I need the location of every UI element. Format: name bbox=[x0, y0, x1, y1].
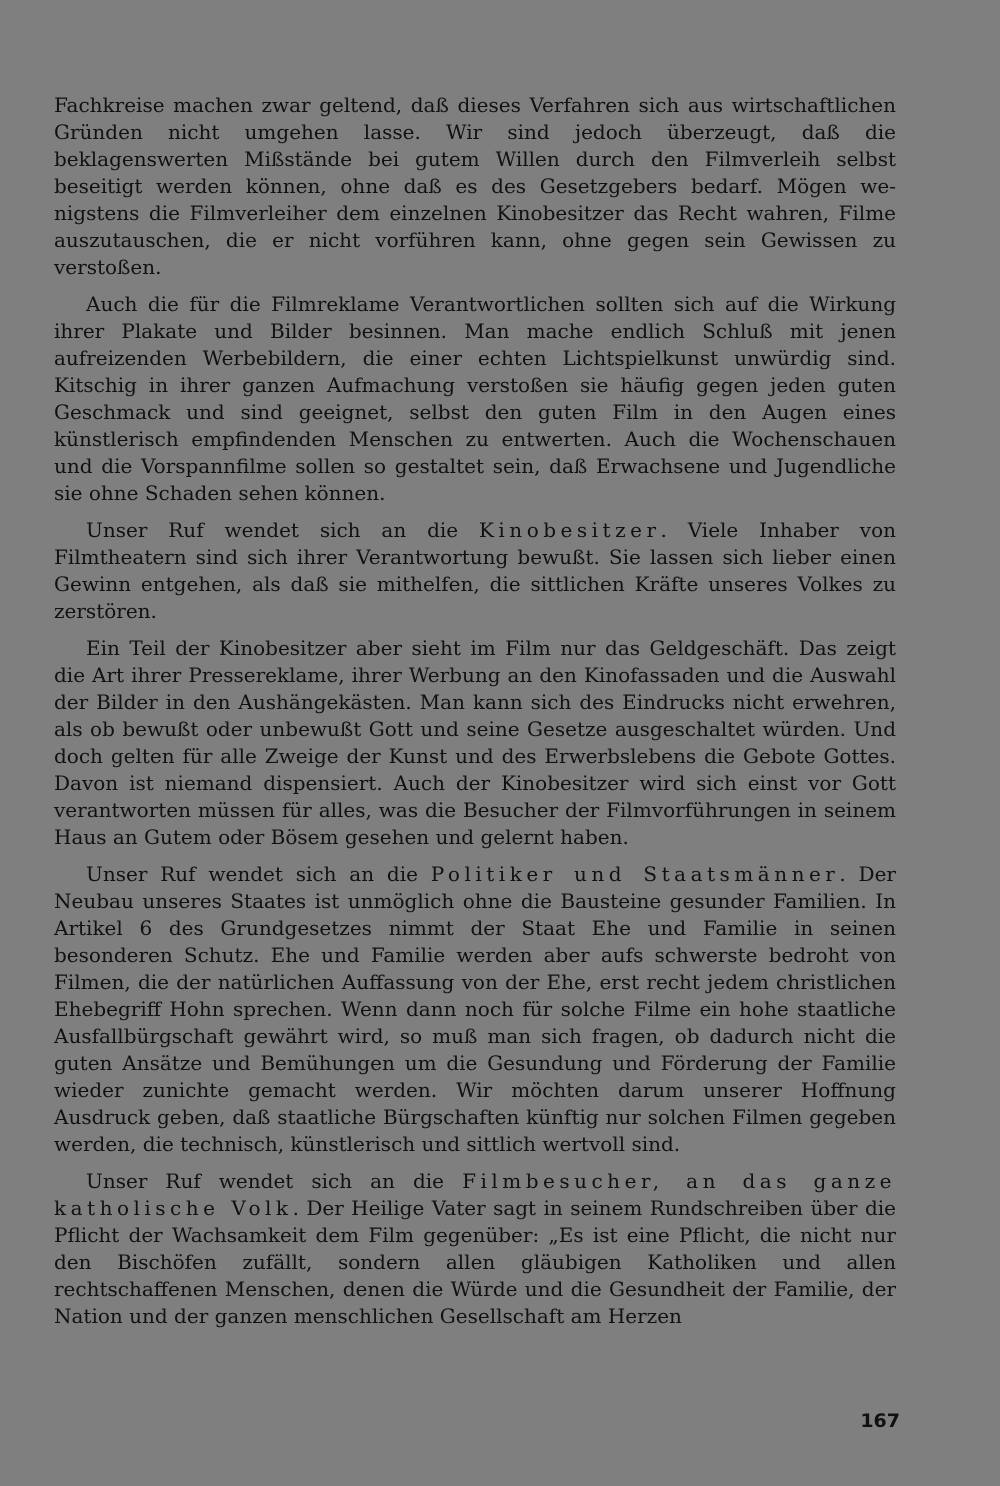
paragraph-4 bbox=[54, 635, 896, 851]
paragraph-1 bbox=[54, 92, 896, 281]
paragraph-text: Fachkreise machen zwar geltend, daß dieses Verfahren sich aus wirtschaftlichen Gründen nicht umgehen lasse. Wir sind jedoch überzeugt, daß die beklagenswerten Mißstände bei gutem Willen durch den Filmverleih selbst beseitigt werden können, ohne daß es des Gesetzgebers bedarf. Mögen wenigstens die Filmverleiher dem einzelnen Kinobesitzer das Recht wahren, Filme auszutauschen, die er nicht vorführen kann, ohne gegen sein Gewissen zu verstoßen. bbox=[54, 93, 896, 279]
emphasized-term: Filmbesucher, an das ganze katholische Volk bbox=[54, 1169, 897, 1220]
paragraph-text: Unser Ruf wendet sich an die bbox=[86, 518, 479, 542]
paragraph-2 bbox=[54, 291, 896, 507]
paragraph-text: Unser Ruf wendet sich an die bbox=[86, 1169, 463, 1193]
page-number: 167 bbox=[860, 1410, 900, 1432]
paragraph-text: Ein Teil der Kinobesitzer aber sieht im Film nur das Geldgeschäft. Das zeigt die Art ihrer Pressereklame, ihrer Werbung an den Kinofassaden und die Auswahl der Bilder in den Aushängekästen. Man kann sich des Eindrucks nicht erwehren, als ob bewußt oder unbewußt Gott und seine Gesetze ausgeschaltet würden. Und doch gelten für alle Zweige der Kunst und des Erwerbslebens die Gebote Gottes. Davon ist niemand dispensiert. Auch der Kinobesitzer wird sich einst vor Gott verantworten müssen für alles, was die Besucher der Filmvorführungen in seinem Haus an Gutem oder Bösem gesehen und gelernt haben. bbox=[54, 636, 896, 849]
emphasized-term: Politiker und Staatsmänner bbox=[430, 862, 840, 886]
paragraph-5 bbox=[54, 861, 896, 1158]
paragraph-text: . Der Neubau unseres Staates ist unmöglich ohne die Bausteine gesunder Familien. In Artikel 6 des Grundgesetzes nimmt der Staat Ehe und Familie in seinen besonderen Schutz. Ehe und Familie werden aber aufs schwerste bedroht von Filmen, die der natürlichen Auffassung von der Ehe, erst recht jedem christlichen Ehebegriff Hohn sprechen. Wenn dann noch für solche Filme ein hohe staatliche Ausfallbürgschaft gewährt wird, so muß man sich fragen, ob dadurch nicht die guten Ansätze und Bemühungen um die Gesundung und Förderung der Familie wieder zunichte gemacht werden. Wir möchten darum unserer Hoffnung Ausdruck geben, daß staatliche Bürgschaften künftig nur solchen Filmen gegeben werden, die technisch, künstlerisch und sittlich wertvoll sind. bbox=[54, 862, 896, 1156]
paragraph-3 bbox=[54, 517, 896, 625]
emphasized-term: Kinobesitzer bbox=[478, 518, 661, 542]
paragraph-text: Auch die für die Filmreklame Verantwortlichen sollten sich auf die Wirkung ihrer Plakate und Bilder besinnen. Man mache endlich Schluß mit jenen aufreizenden Werbebildern, die einer echten Lichtspielkunst unwürdig sind. Kitschig in ihrer ganzen Aufmachung verstoßen sie häufig gegen jeden guten Geschmack und sind geeignet, selbst den guten Film in den Augen eines künstlerisch empfindenden Menschen zu entwerten. Auch die Wochenschauen und die Vorspannfilme sollen so gestaltet sein, daß Erwachsene und Jugendliche sie ohne Schaden sehen können. bbox=[54, 292, 896, 505]
paragraph-text: Unser Ruf wendet sich an die bbox=[86, 862, 431, 886]
paragraph-text: . Der Heilige Vater sagt in seinem Rundschreiben über die Pflicht der Wachsamkeit dem Film gegenüber: „Es ist eine Pflicht, die nicht nur den Bischöfen zufällt, sondern allen gläubigen Katholiken und allen rechtschaffenen Menschen, denen die Würde und die Gesundheit der Familie, der Nation und der ganzen menschlichen Gesellschaft am Herzen bbox=[54, 1196, 896, 1328]
paragraph-6 bbox=[54, 1168, 896, 1330]
page-body bbox=[54, 92, 896, 1340]
paragraph-text: . Viele Inhaber von Filmtheatern sind sich ihrer Verantwortung bewußt. Sie lassen sich lieber einen Gewinn entgehen, als daß sie mithelfen, die sittlichen Kräfte unseres Volkes zu zerstören. bbox=[54, 518, 896, 623]
